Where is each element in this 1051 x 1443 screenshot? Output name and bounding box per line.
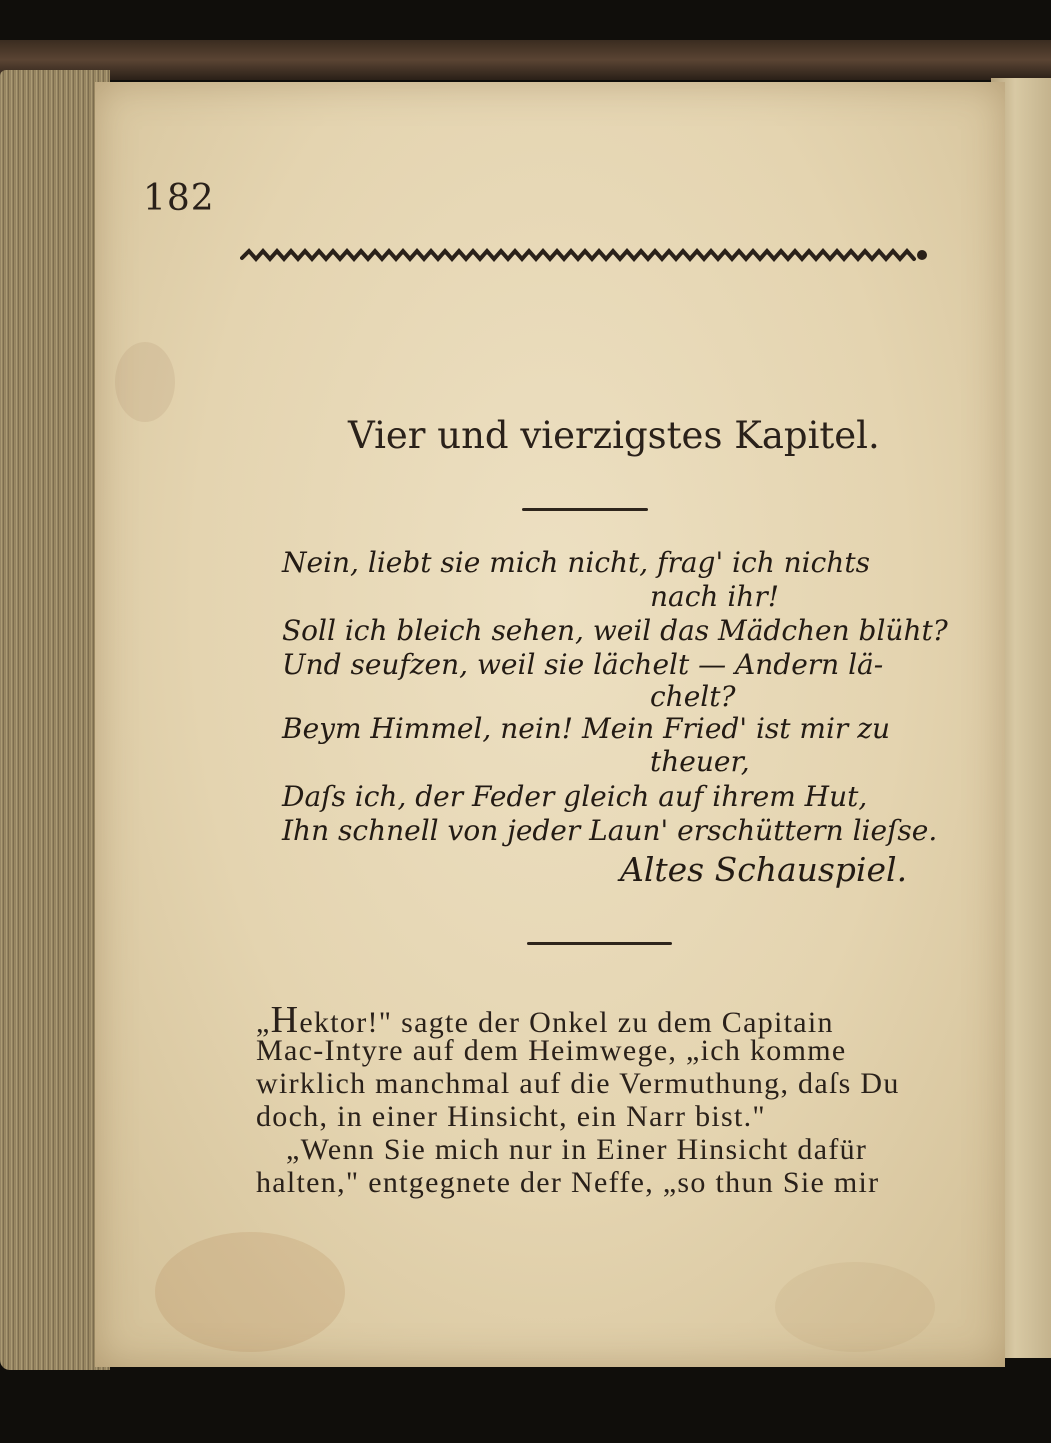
epigraph-line: nach ihr! — [650, 580, 779, 613]
body-line: wirklich manchmal auf die Vermuthung, daſs Du — [256, 1067, 900, 1100]
page-number: 182 — [143, 178, 215, 219]
divider-rule-bottom — [527, 942, 672, 945]
opening-quote: „ — [256, 1006, 271, 1039]
chapter-title: Vier und vierzigstes Kapitel. — [348, 414, 880, 457]
initial-letter: H — [270, 999, 300, 1041]
first-line-text: ektor!" sagte der Onkel zu dem Capitain — [299, 1006, 834, 1039]
divider-rule-top — [522, 508, 648, 511]
epigraph-line: Soll ich bleich sehen, weil das Mädchen blüht? — [282, 614, 948, 647]
epigraph-line: chelt? — [650, 680, 736, 713]
epigraph-line: Beym Himmel, nein! Mein Fried' ist mir zu — [282, 712, 891, 745]
epigraph-attribution: Altes Schauspiel. — [620, 850, 908, 889]
body-line: halten," entgegnete der Neffe, „so thun Sie mir — [256, 1166, 880, 1199]
epigraph-line: Ihn schnell von jeder Laun' erschüttern lieſse. — [282, 814, 938, 847]
paper-stain — [115, 342, 175, 422]
epigraph-line: Und seufzen, weil sie lächelt — Andern lä- — [282, 648, 884, 681]
epigraph-line: Nein, liebt sie mich nicht, frag' ich nichts — [282, 546, 870, 579]
epigraph-line: Daſs ich, der Feder gleich auf ihrem Hut, — [282, 780, 868, 813]
page-edges — [0, 70, 110, 1370]
ornamental-border — [240, 244, 930, 266]
paper-stain — [155, 1232, 345, 1352]
book-cover-edge — [0, 40, 1051, 80]
body-line: Mac-Intyre auf dem Heimwege, „ich komme — [256, 1034, 847, 1067]
epigraph-line: theuer, — [650, 745, 750, 778]
body-line: doch, in einer Hinsicht, ein Narr bist." — [256, 1100, 766, 1133]
body-line: „Wenn Sie mich nur in Einer Hinsicht dafür — [286, 1133, 868, 1166]
paper-stain — [775, 1262, 935, 1352]
